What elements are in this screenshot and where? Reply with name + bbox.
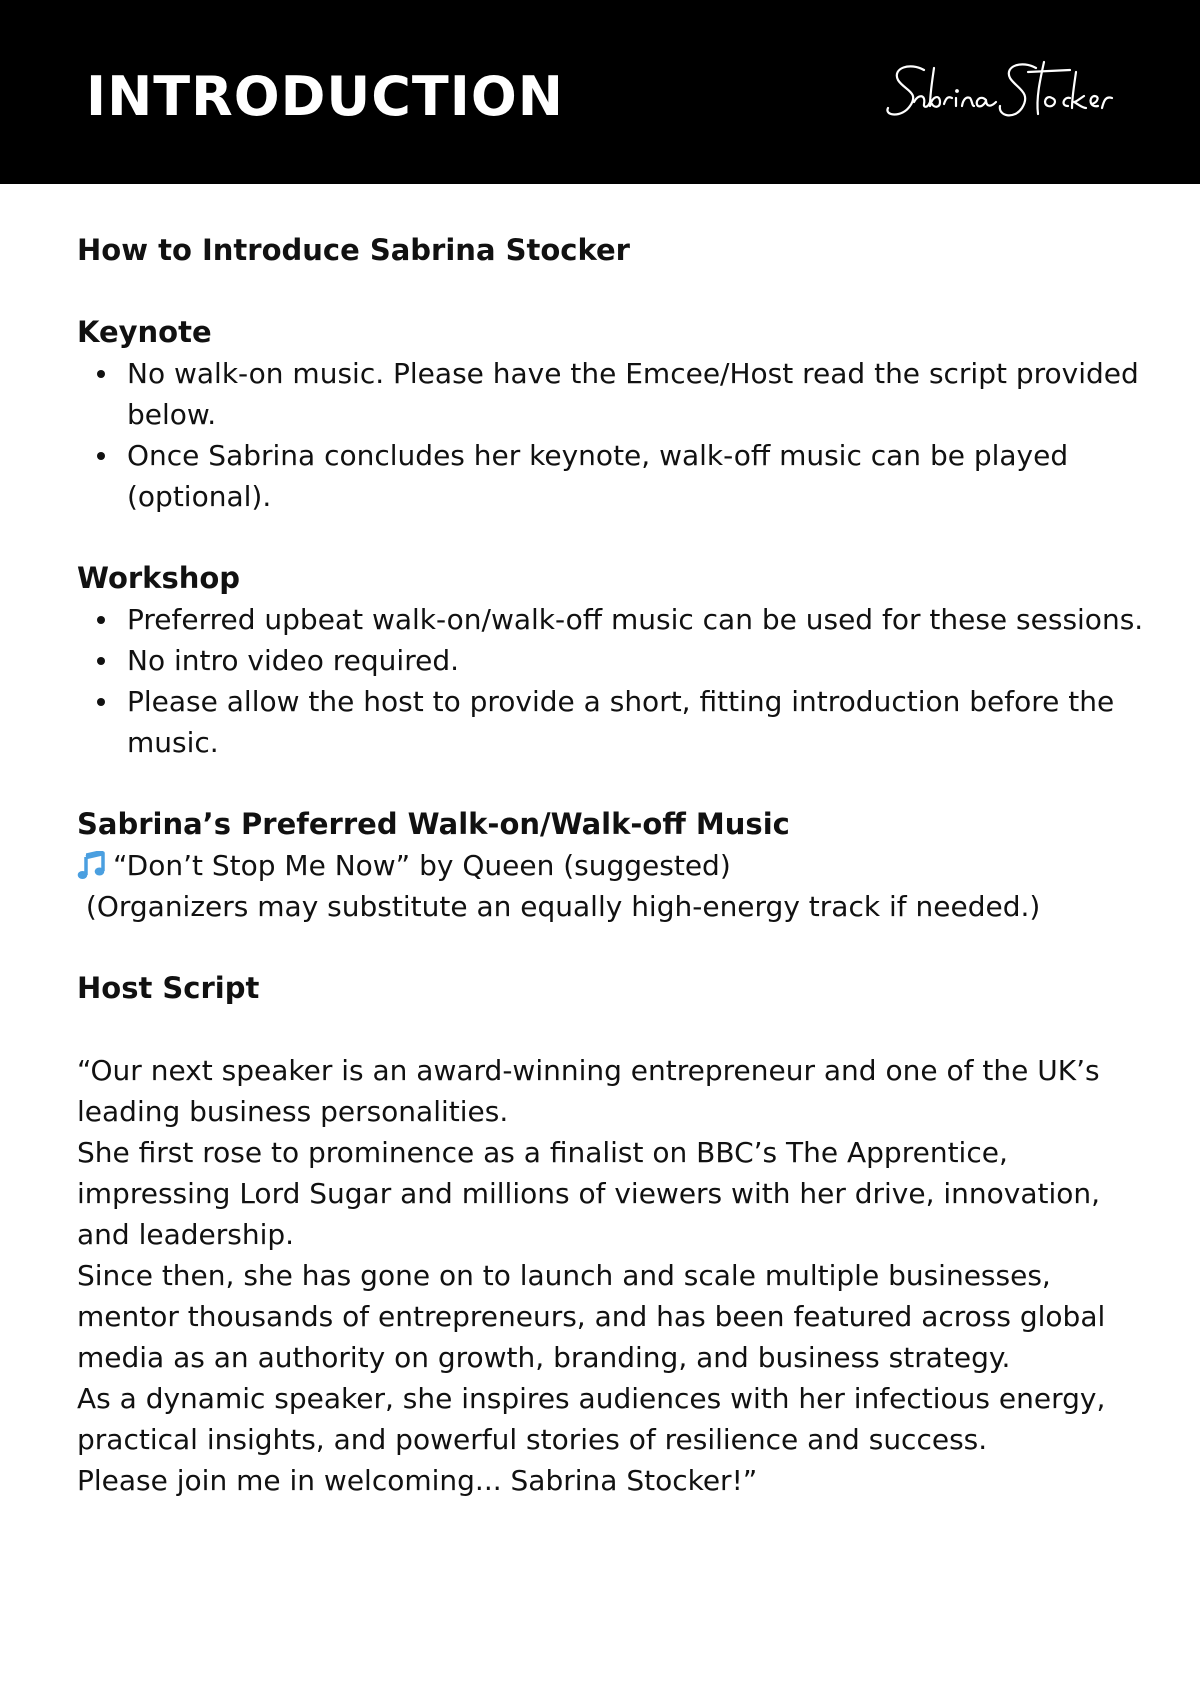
workshop-list [77,599,1157,763]
keynote-heading: Keynote [77,315,212,349]
music-heading: Sabrina’s Preferred Walk-on/Walk-off Music [77,807,790,841]
header-bar [0,0,1200,184]
script-paragraph: “Our next speaker is an award-winning entrepreneur and one of the UK’s leading business personalities. [77,1054,1100,1128]
list-item: Once Sabrina concludes her keynote, walk-off music can be played (optional). [127,435,1157,517]
script-paragraph: Since then, she has gone on to launch and scale multiple businesses, mentor thousands of entrepreneurs, and has been featured across global media as an authority on growth, branding, and business strategy. [77,1259,1106,1374]
spacer [77,927,1157,968]
list-item: No intro video required. [127,640,1157,681]
script-paragraph: Please join me in welcoming... Sabrina Stocker!” [77,1464,758,1497]
spacer [77,517,1157,558]
host-script-heading: Host Script [77,971,260,1005]
header-title: INTRODUCTION [86,65,564,128]
script-paragraph: She first rose to prominence as a finalist on BBC’s The Apprentice, impressing Lord Sugar and millions of viewers with her drive, innovation, and leadership. [77,1136,1101,1251]
spacer [77,271,1157,312]
spacer [77,763,1157,804]
list-item: Please allow the host to provide a short, fitting introduction before the music. [127,681,1157,763]
page-title: How to Introduce Sabrina Stocker [77,233,630,267]
spacer [77,1009,1157,1050]
music-note-icon [77,851,107,881]
document-body [77,230,1157,1501]
workshop-heading: Workshop [77,561,241,595]
list-item: No walk-on music. Please have the Emcee/Host read the script provided below. [127,353,1157,435]
script-paragraph: As a dynamic speaker, she inspires audiences with her infectious energy, practical insights, and powerful stories of resilience and success. [77,1382,1106,1456]
music-track: “Don’t Stop Me Now” by Queen (suggested) [113,849,731,882]
keynote-list [77,353,1157,517]
signature-logo [880,58,1120,128]
music-track-line [77,845,1157,886]
music-note: (Organizers may substitute an equally high-energy track if needed.) [77,890,1041,923]
list-item: Preferred upbeat walk-on/walk-off music can be used for these sessions. [127,599,1157,640]
